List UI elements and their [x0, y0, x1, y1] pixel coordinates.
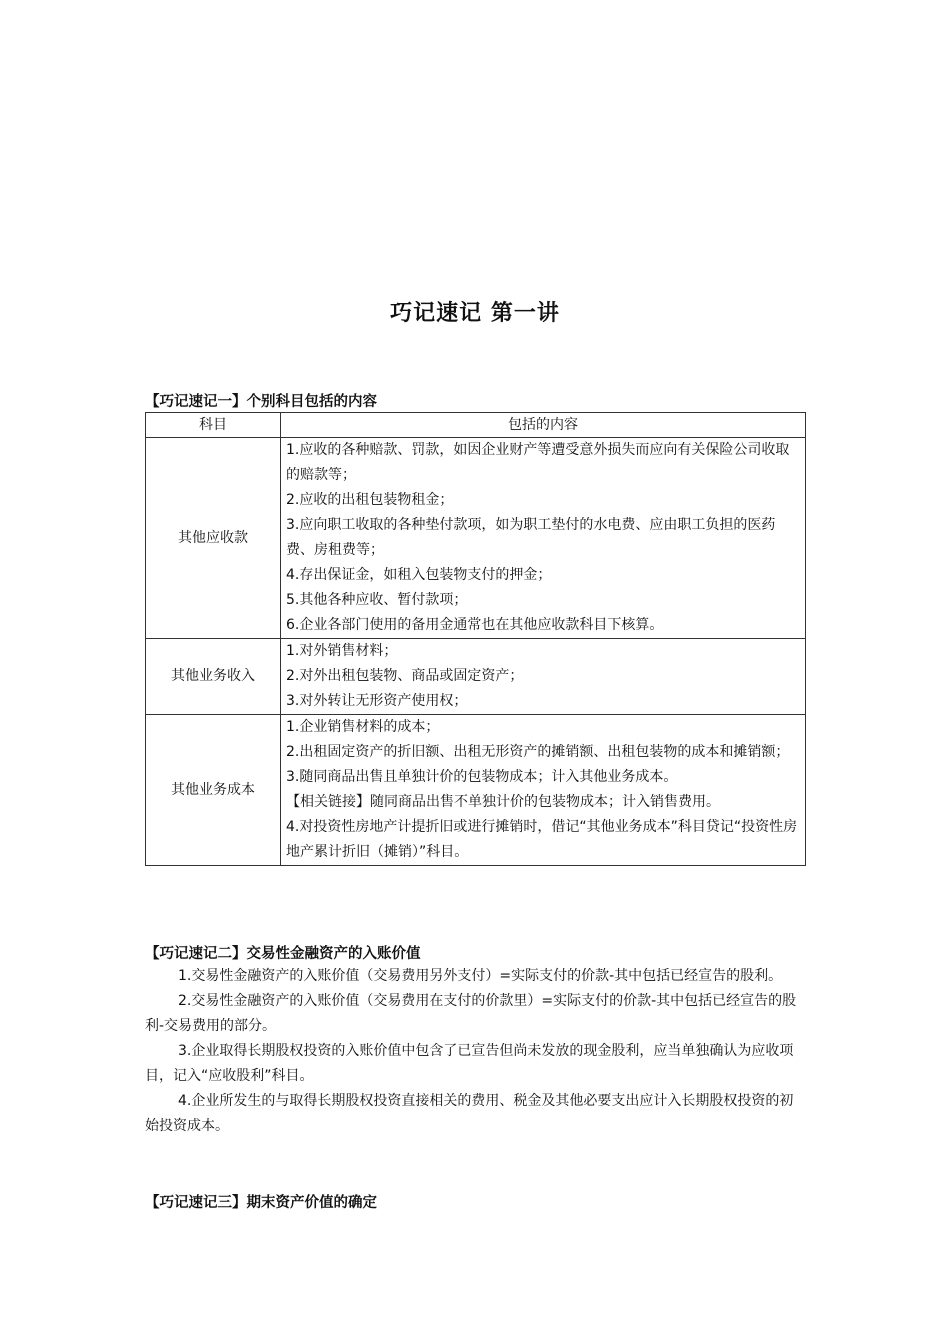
row-items	[281, 438, 806, 639]
header-subject: 科目	[146, 413, 281, 438]
list-item: 3.应向职工收取的各种垫付款项，如为职工垫付的水电费、应由职工负担的医药费、房租费等；	[286, 517, 776, 558]
list-item: 5.其他各种应收、暂付款项；	[286, 592, 468, 608]
list-item: 2.应收的出租包装物租金；	[286, 492, 454, 508]
list-item: 【相关链接】随同商品出售不单独计价的包装物成本；计入销售费用。	[286, 794, 720, 810]
row-subject-other-receivables: 其他应收款	[146, 438, 281, 639]
list-item: 4.对投资性房地产计提折旧或进行摊销时，借记“其他业务成本”科目贷记“投资性房地产累计折旧（摊销）”科目。	[286, 819, 798, 860]
paragraph: 2.交易性金融资产的入账价值（交易费用在支付的价款里）=实际支付的价款-其中包括已经宣告的股利-交易费用的部分。	[145, 993, 797, 1034]
header-content: 包括的内容	[281, 413, 806, 438]
section-heading-3: 【巧记速记三】期末资产价值的确定	[145, 1195, 377, 1211]
table-row	[146, 639, 806, 715]
subject-content-table	[145, 412, 806, 866]
table-header-row	[146, 413, 806, 438]
row-items	[281, 639, 806, 715]
section-2-body	[145, 964, 805, 1139]
list-item: 2.对外出租包装物、商品或固定资产；	[286, 668, 524, 684]
list-item: 2.出租固定资产的折旧额、出租无形资产的摊销额、出租包装物的成本和摊销额；	[286, 744, 790, 760]
table-row	[146, 715, 806, 866]
table-row	[146, 438, 806, 639]
row-subject-other-business-income: 其他业务收入	[146, 639, 281, 715]
list-item: 1.应收的各种赔款、罚款，如因企业财产等遭受意外损失而应向有关保险公司收取的赔款等；	[286, 442, 790, 483]
section-heading-1: 【巧记速记一】个别科目包括的内容	[145, 394, 377, 410]
list-item: 4.存出保证金，如租入包装物支付的押金；	[286, 567, 552, 583]
paragraph: 4.企业所发生的与取得长期股权投资直接相关的费用、税金及其他必要支出应计入长期股权投资的初始投资成本。	[145, 1093, 794, 1134]
list-item: 6.企业各部门使用的备用金通常也在其他应收款科目下核算。	[286, 617, 664, 633]
paragraph: 3.企业取得长期股权投资的入账价值中包含了已宣告但尚未发放的现金股利，应当单独确认为应收项目，记入“应收股利”科目。	[145, 1043, 794, 1084]
row-subject-other-business-cost: 其他业务成本	[146, 715, 281, 866]
section-heading-2: 【巧记速记二】交易性金融资产的入账价值	[145, 946, 421, 962]
list-item: 3.对外转让无形资产使用权；	[286, 693, 468, 709]
paragraph: 1.交易性金融资产的入账价值（交易费用另外支付）=实际支付的价款-其中包括已经宣告的股利。	[178, 968, 783, 984]
list-item: 3.随同商品出售且单独计价的包装物成本；计入其他业务成本。	[286, 769, 678, 785]
row-items	[281, 715, 806, 866]
page-title: 巧记速记 第一讲	[390, 301, 560, 326]
list-item: 1.企业销售材料的成本；	[286, 719, 440, 735]
list-item: 1.对外销售材料；	[286, 643, 398, 659]
